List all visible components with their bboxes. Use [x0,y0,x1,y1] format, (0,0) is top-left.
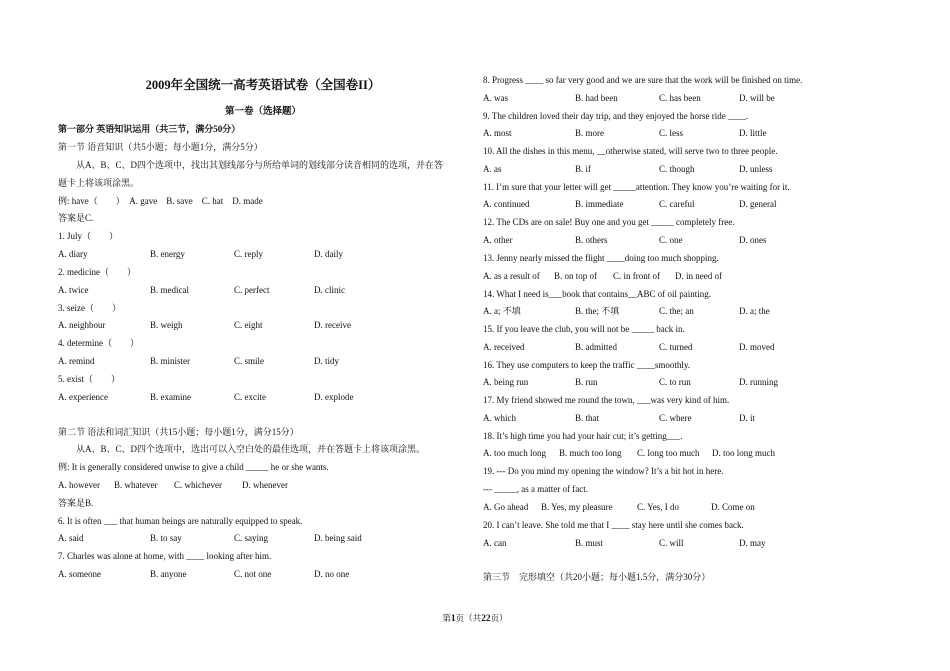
footer-middle: 页（共 [455,613,482,623]
footer-prefix: 第 [442,613,451,623]
q17-option-c: C. where [659,413,692,423]
q2-option-c: C. perfect [234,285,270,295]
example-option-b: B. whatever [114,480,158,490]
q10-option-a: A. as [483,164,502,174]
q16-option-c: C. to run [659,377,691,387]
question-8: 8. Progress ____ so far very good and we are sure that the work will be finished on time. [483,75,803,85]
q8-option-a: A. was [483,93,508,103]
q19-option-c: C. Yes, I do [637,502,680,512]
q12-option-b: B. others [575,235,608,245]
question-19: 19. --- Do you mind my opening the window? It’s a bit hot in here. [483,466,724,476]
footer-page-number: 1 [450,614,456,624]
q13-option-b: B. on top of [554,271,598,281]
q14-option-b: B. the; 不填 [575,306,620,316]
footer-total-pages: 22 [481,614,491,624]
q15-option-a: A. received [483,342,525,352]
question-2: 2. medicine（ ） [58,267,136,277]
q7-option-d: D. no one [314,569,350,579]
section3-heading: 第三节 完形填空（共20小题；每小题1.5分，满分30分） [483,572,711,582]
q11-option-d: D. general [739,199,777,209]
q1-option-c: C. reply [234,249,263,259]
footer-suffix: 页） [490,613,508,623]
q16-option-b: B. run [575,377,598,387]
question-19-reply: --- _____, as a matter of fact. [483,484,588,494]
q6-option-b: B. to say [150,533,182,543]
q3-option-b: B. weigh [150,320,183,330]
q14-option-d: D. a; the [739,306,770,316]
q19-option-a: A. Go ahead [483,502,529,512]
q18-option-b: B. much too long [559,448,622,458]
question-7: 7. Charles was alone at home, with ____ looking after him. [58,551,272,561]
q6-option-a: A. said [58,533,84,543]
q6-option-d: D. being said [314,533,362,543]
section2-heading: 第二节 语法和词汇知识（共15小题；每小题1分，满分15分） [58,427,299,437]
q20-option-d: D. may [739,538,766,548]
question-12: 12. The CDs are on sale! Buy one and you get _____ completely free. [483,217,735,227]
question-10: 10. All the dishes in this menu, __otherwise stated, will serve two to three people. [483,146,778,156]
q5-option-b: B. examine [150,392,191,402]
q1-option-d: D. daily [314,249,343,259]
question-11: 11. I’m sure that your letter will get _____attention. They know you’re waiting for it. [483,182,790,192]
q13-option-d: D. in need of [675,271,722,281]
section1-instruction-line2: 题卡上将该项涂黑。 [58,178,140,188]
q12-option-c: C. one [659,235,683,245]
q5-option-a: A. experience [58,392,108,402]
q5-option-d: D. explode [314,392,354,402]
q18-option-c: C. long too much [637,448,700,458]
section1-example: 例: have（ ） A. gave B. save C. hat D. made [58,196,263,206]
q1-option-a: A. diary [58,249,88,259]
question-20: 20. I can’t leave. She told me that I ____ stay here until she comes back. [483,520,744,530]
q15-option-d: D. moved [739,342,775,352]
q18-option-d: D. too long much [712,448,775,458]
q9-option-a: A. most [483,128,512,138]
question-14: 14. What I need is___book that contains__ABC of oil painting. [483,289,712,299]
page-title: 2009年全国统一高考英语试卷（全国卷II） [145,78,381,92]
q12-option-a: A. other [483,235,513,245]
q11-option-b: B. immediate [575,199,624,209]
q4-option-b: B. minister [150,356,190,366]
q14-option-a: A. a; 不填 [483,306,521,316]
q3-option-a: A. neighbour [58,320,106,330]
q5-option-c: C. excite [234,392,266,402]
question-9: 9. The children loved their day trip, and they enjoyed the horse ride ____. [483,111,749,121]
q20-option-b: B. must [575,538,604,548]
q13-option-a: A. as a result of [483,271,540,281]
q11-option-a: A. continued [483,199,530,209]
q7-option-a: A. someone [58,569,101,579]
q18-option-a: A. too much long [483,448,546,458]
q9-option-b: B. more [575,128,604,138]
q4-option-a: A. remind [58,356,95,366]
question-1: 1. July（ ） [58,231,119,241]
q4-option-c: C. smile [234,356,265,366]
q17-option-d: D. it [739,413,756,423]
q8-option-d: D. will be [739,93,775,103]
section1-example-answer: 答案是C. [58,213,94,223]
q16-option-a: A. being run [483,377,529,387]
q1-option-b: B. energy [150,249,185,259]
q19-option-b: B. Yes, my pleasure [541,502,613,512]
q2-option-d: D. clinic [314,285,345,295]
part1-title: 第一部分 英语知识运用（共三节，满分50分） [58,124,241,134]
q7-option-c: C. not one [234,569,272,579]
question-18: 18. It’s high time you had your hair cut; it’s getting___. [483,431,683,441]
q6-option-c: C. saying [234,533,269,543]
question-13: 13. Jenny nearly missed the flight ____doing too much shopping. [483,253,719,263]
q14-option-c: C. the; an [659,306,694,316]
q8-option-b: B. had been [575,93,618,103]
q10-option-d: D. unless [739,164,773,174]
q13-option-c: C. in front of [613,271,660,281]
question-4: 4. determine（ ） [58,338,139,348]
q3-option-c: C. eight [234,320,263,330]
q16-option-d: D. running [739,377,778,387]
q11-option-c: C. careful [659,199,695,209]
q20-option-c: C. will [659,538,684,548]
q15-option-b: B. admitted [575,342,617,352]
q9-option-c: C. less [659,128,684,138]
question-17: 17. My friend showed me round the town, ___was very kind of him. [483,395,730,405]
example-option-c: C. whichever [174,480,222,490]
q4-option-d: D. tidy [314,356,340,366]
page-footer [0,612,950,624]
q9-option-d: D. little [739,128,767,138]
q7-option-b: B. anyone [150,569,187,579]
q17-option-b: B. that [575,413,599,423]
section1-heading: 第一节 语音知识（共5小题；每小题1分，满分5分） [58,142,263,152]
q10-option-b: B. if [575,164,592,174]
question-5: 5. exist（ ） [58,374,120,384]
volume-title: 第一卷（选择题） [224,107,301,117]
q15-option-c: C. turned [659,342,693,352]
q20-option-a: A. can [483,538,507,548]
q3-option-d: D. receive [314,320,351,330]
section2-instruction: 从A、B、C、D四个选项中，选出可以入空白处的最佳选项，并在答题卡上将该项涂黑。 [76,444,426,454]
section2-example-answer: 答案是B. [58,498,94,508]
section2-example: 例: It is generally considered unwise to give a child _____ he or she wants. [58,462,329,472]
q19-option-d: D. Come on [711,502,755,512]
q12-option-d: D. ones [739,235,767,245]
section1-instruction-line1: 从A、B、C、D四个选项中，找出其划线部分与所给单词的划线部分读音相同的选项，并在答 [76,160,444,170]
q2-option-b: B. medical [150,285,189,295]
question-16: 16. They use computers to keep the traffic ____smoothly. [483,360,691,370]
q10-option-c: C. though [659,164,695,174]
question-3: 3. seize（ ） [58,303,121,313]
question-6: 6. It is often ___ that human beings are naturally equipped to speak. [58,516,303,526]
example-option-d: D. whenever [242,480,288,490]
q8-option-c: C. has been [659,93,701,103]
question-15: 15. If you leave the club, you will not be _____ back in. [483,324,685,334]
q2-option-a: A. twice [58,285,89,295]
example-option-a: A. however [58,480,100,490]
q17-option-a: A. which [483,413,516,423]
